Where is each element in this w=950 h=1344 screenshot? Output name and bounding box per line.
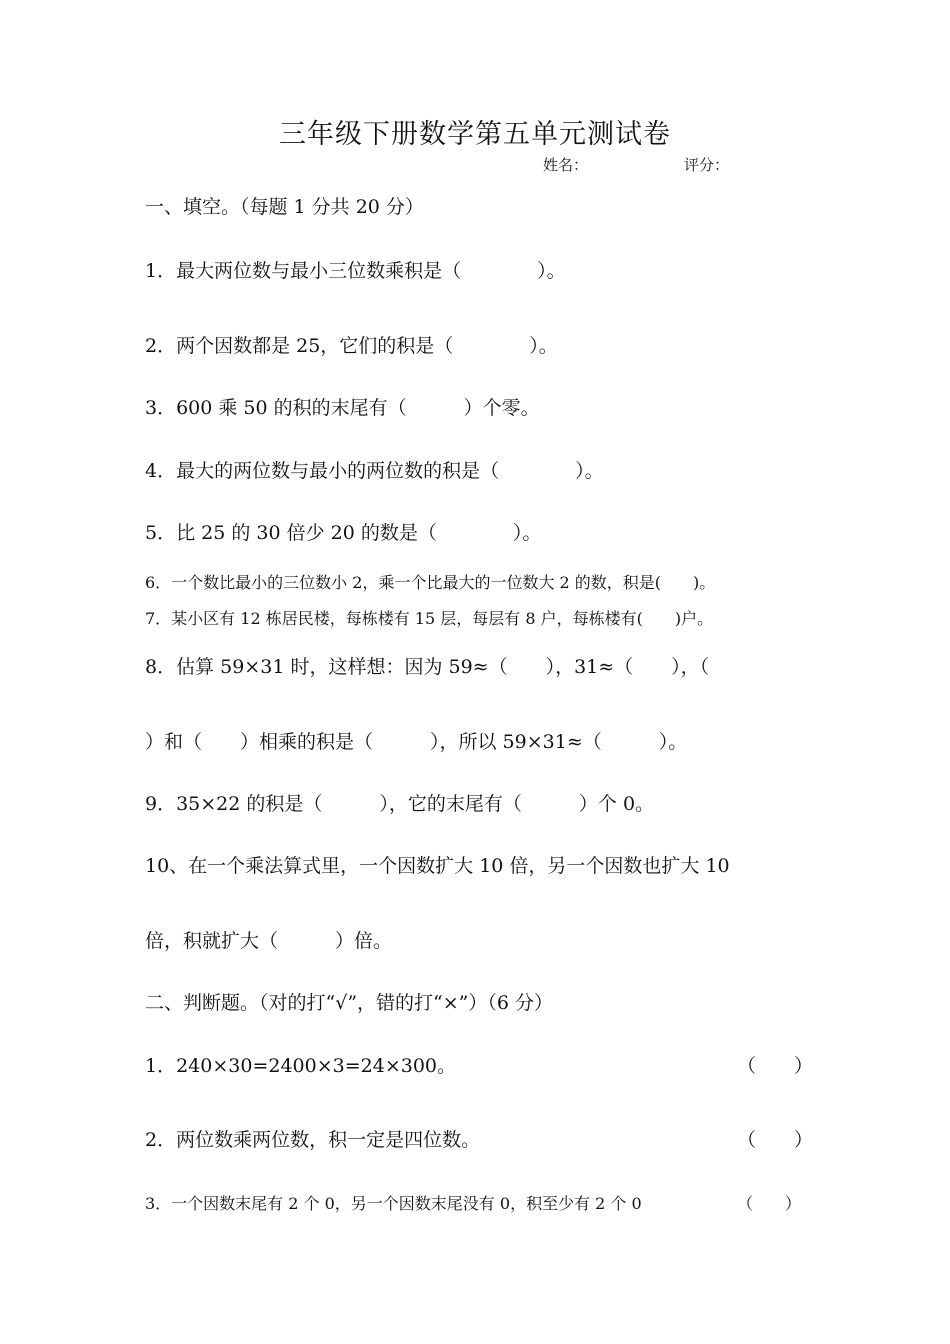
section2-heading: 二、判断题。（对的打“√”，错的打“×”）（6 分） xyxy=(145,992,554,1014)
question-8-line1: 8．估算 59×31 时，这样想：因为 59≈（ ），31≈（ ），（ xyxy=(145,656,710,678)
question-1: 1．最大两位数与最小三位数乘积是（ ）。 xyxy=(145,260,566,282)
name-label: 姓名： xyxy=(543,156,589,174)
section1-heading: 一、填空。（每题 1 分共 20 分） xyxy=(145,196,424,218)
judgement-3: 3．一个因数末尾有 2 个 0，另一个因数末尾没有 0，积至少有 2 个 0 xyxy=(145,1194,642,1213)
question-2: 2．两个因数都是 25，它们的积是（ ）。 xyxy=(145,335,558,357)
question-8-line2: ）和（ ）相乘的积是（ ），所以 59×31≈（ ）。 xyxy=(145,731,688,753)
question-9: 9．35×22 的积是（ ），它的末尾有（ ）个 0。 xyxy=(145,793,655,815)
question-6: 6．一个数比最小的三位数小 2，乘一个比最大的一位数大 2 的数，积是( )。 xyxy=(145,573,716,592)
question-5: 5．比 25 的 30 倍少 20 的数是（ ）。 xyxy=(145,522,542,544)
question-10-line1: 10、在一个乘法算式里，一个因数扩大 10 倍，另一个因数也扩大 10 xyxy=(145,855,730,877)
judgement-2: 2．两位数乘两位数，积一定是四位数。 xyxy=(145,1129,481,1151)
judgement-3-answer-box: （ ） xyxy=(737,1194,802,1213)
score-label: 评分： xyxy=(684,156,730,174)
judgement-1: 1．240×30=2400×3=24×300。 xyxy=(145,1055,457,1077)
page-title: 三年级下册数学第五单元测试卷 xyxy=(279,119,671,150)
judgement-2-answer-box: （ ） xyxy=(737,1129,814,1151)
question-7: 7．某小区有 12 栋居民楼，每栋楼有 15 层，每层有 8 户，每栋楼有( )户。 xyxy=(145,609,714,628)
question-10-line2: 倍，积就扩大（ ）倍。 xyxy=(145,930,393,952)
question-3: 3．600 乘 50 的积的末尾有（ ）个零。 xyxy=(145,397,540,419)
question-4: 4．最大的两位数与最小的两位数的积是（ ）。 xyxy=(145,460,604,482)
judgement-1-answer-box: （ ） xyxy=(737,1055,814,1077)
